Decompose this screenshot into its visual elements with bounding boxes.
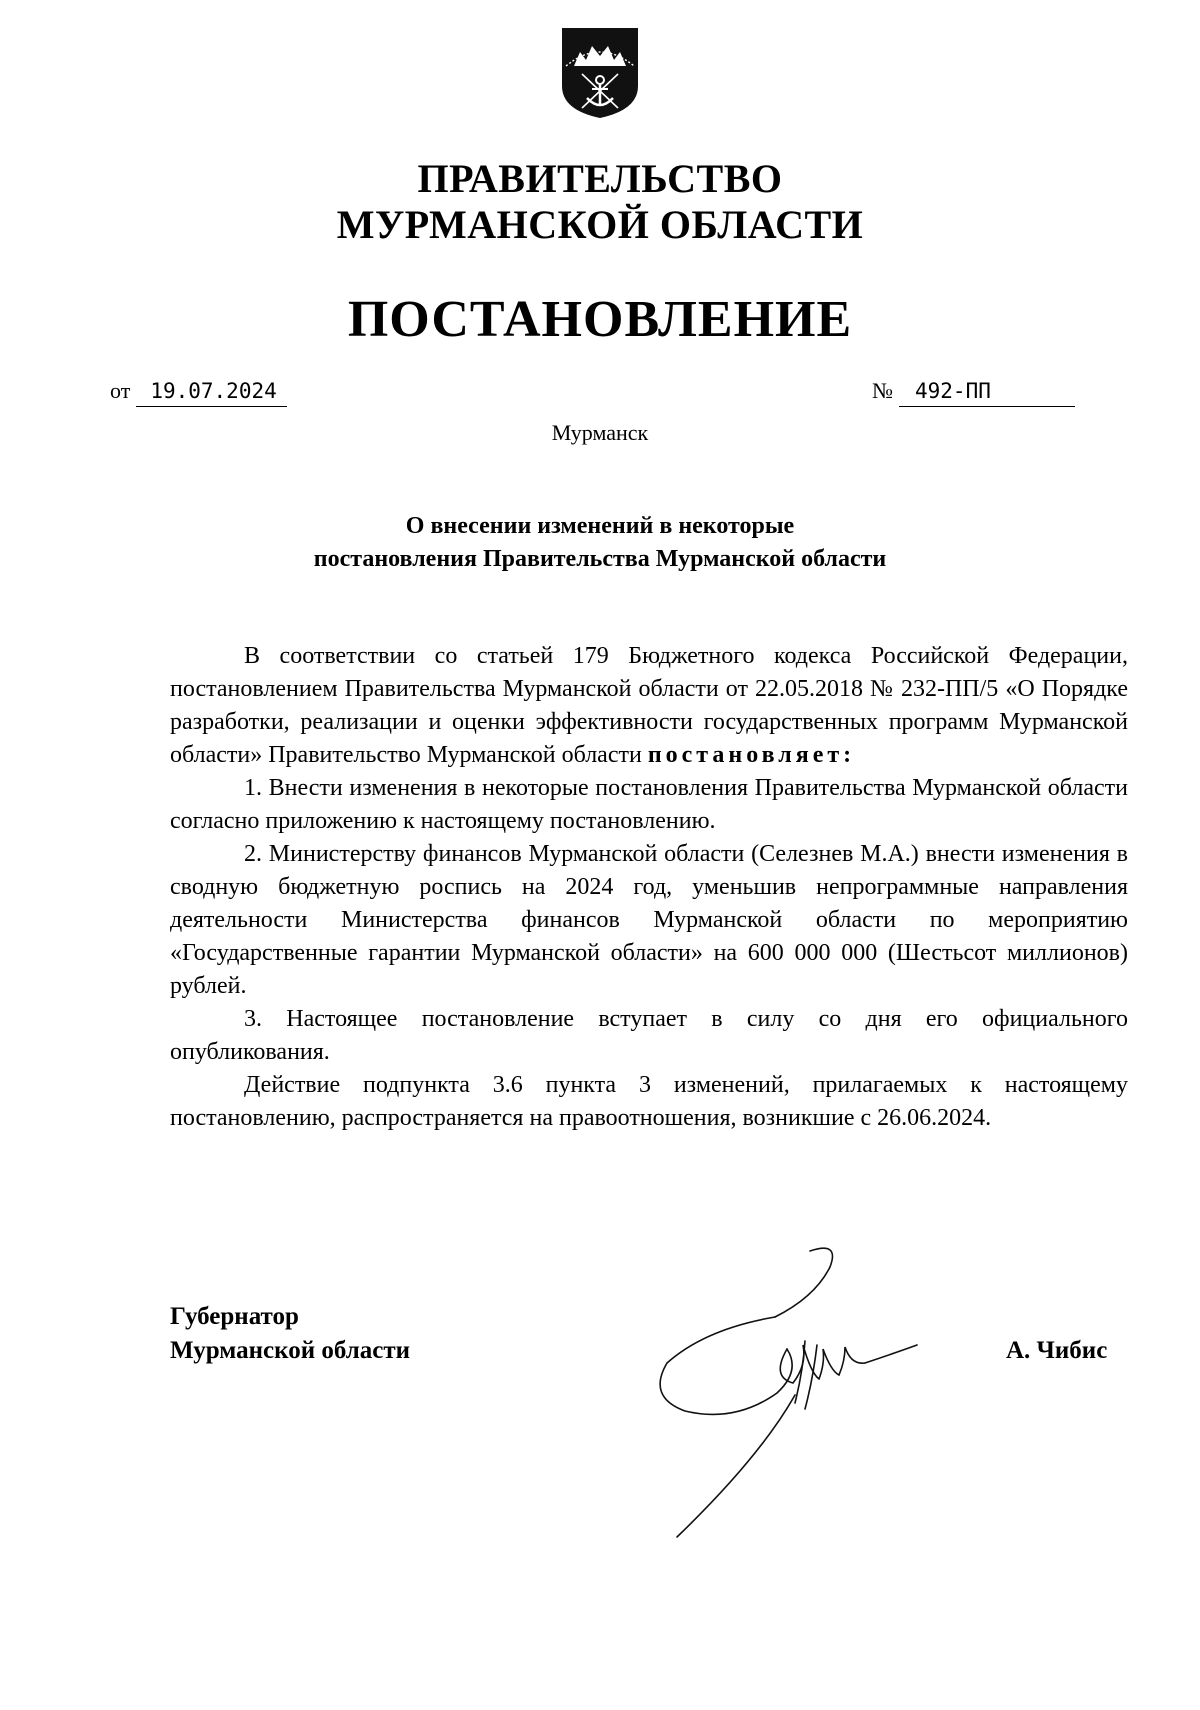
document-date: 19.07.2024 [136,376,286,407]
document-subject [0,510,1200,576]
preamble-paragraph [170,640,1128,772]
resolves-word: постановляет: [647,742,856,768]
government-title-line2: МУРМАНСКОЙ ОБЛАСТИ [336,202,864,247]
document-type: ПОСТАНОВЛЕНИЕ [347,291,853,348]
subject-line2: постановления Правительства Мурманской области [313,546,887,572]
position-line1: Губернатор [170,1303,299,1330]
government-title-line1: ПРАВИТЕЛЬСТВО [417,156,783,201]
document-number-row [872,376,1075,407]
preamble-text: В соответствии со статьей 179 Бюджетного кодекса Российской Федерации, постановлением Правительства Мурманской области от 22.05.2018 № 232-ПП/5 «О Порядке разработки, реализации и оценки эффективности государственных программ Мурманской области» Правительство Мурманской области [170,643,1128,768]
position-line2: Мурманской области [170,1337,411,1364]
signatory-name: А. Чибис [1006,1337,1108,1364]
document-body [170,640,1128,1135]
item-3-paragraph: 3. Настоящее постановление вступает в силу со дня его официального опубликования. [170,1006,1128,1065]
document-number: 492-ПП [899,376,1075,407]
subject-line1: О внесении изменений в некоторые [405,513,795,539]
item-1-paragraph: 1. Внести изменения в некоторые постановления Правительства Мурманской области согласно приложению к настоящему постановлению. [170,775,1128,834]
number-prefix: № [872,378,893,403]
signatory-position [170,1300,410,1368]
handwritten-signature-icon [655,1245,925,1545]
item-3-note-paragraph: Действие подпункта 3.6 пункта 3 изменений, прилагаемых к настоящему постановлению, распространяется на правоотношения, возникшие с 26.06.2024. [170,1072,1128,1131]
document-date-row [110,376,287,407]
item-2-paragraph: 2. Министерству финансов Мурманской области (Селезнев М.А.) внести изменения в сводную бюджетную роспись на 2024 год, уменьшив непрограммные направления деятельности Министерства финансов Мурманской области по мероприятию «Государственные гарантии Мурманской области» на 600 000 000 (Шестьсот миллионов) рублей. [170,841,1128,999]
date-prefix: от [110,378,131,403]
murmansk-coat-of-arms-icon [560,26,640,120]
document-city: Мурманск [551,420,649,445]
